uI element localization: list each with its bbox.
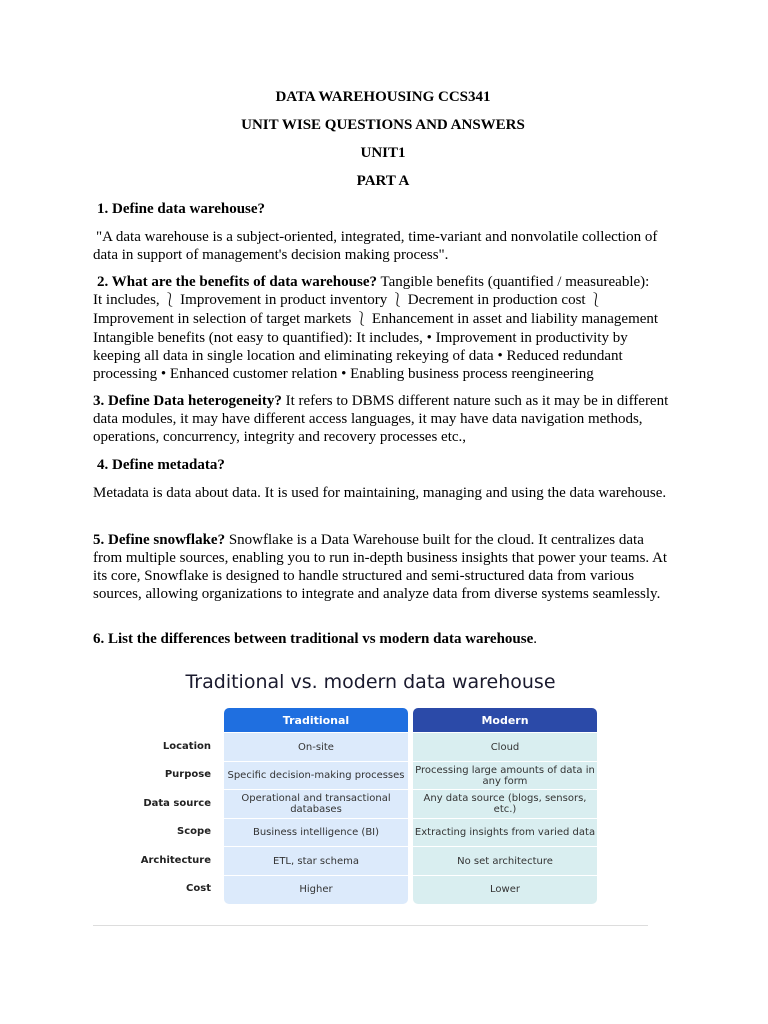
row-label: Cost [186,883,211,894]
bullet-icon: • [341,366,347,382]
traditional-cell: Operational and transactional databases [224,789,408,818]
modern-column-header: Modern [413,708,597,732]
modern-cell: No set architecture [413,846,597,875]
traditional-cell: Higher [224,875,408,904]
q5-block [93,531,673,603]
q2-line3b: Enhancement in asset and liability management [368,311,659,327]
modern-cell: Lower [413,875,597,904]
q2-line2c: Decrement in production cost [403,292,590,308]
q5-question: 5. Define snowflake? [93,532,226,548]
modern-cell: Cloud [413,732,597,761]
q4-question: 4. Define metadata? [97,457,225,473]
q2-line4b: Improvement in productivity by [431,330,628,346]
row-label: Purpose [164,769,211,780]
q2-line1: Tangible benefits (quantified / measureable): [377,274,650,290]
q3-block [93,392,673,446]
q1-question: 1. Define data warehouse? [97,201,266,217]
q2-line6a: processing [93,366,161,382]
traditional-cell: On-site [224,732,408,761]
unit-heading: UNIT1 [360,145,406,161]
part-heading: PART A [356,173,410,189]
q3-answer: It refers to DBMS different nature such as it may be in different data modules, it may have different access languages, it may have data navigation methods, operations, concurrency, integrity and recovery processes etc., [93,393,669,445]
modern-cell: Extracting insights from varied data [413,818,597,847]
traditional-cell: ETL, star schema [224,846,408,875]
comparison-figure [93,655,648,923]
q4-answer: Metadata is data about data. It is used for maintaining, managing and using the data warehouse. [93,485,667,501]
q2-line5b: Reduced redundant [502,348,623,364]
bracket-icon: ⎱ [589,293,603,308]
q1-answer: "A data warehouse is a subject-oriented, integrated, time-variant and nonvolatile collection of data in support of management's decision making process". [93,229,658,263]
q2-block [93,273,673,383]
row-label: Scope [177,826,211,837]
traditional-cell: Specific decision-making processes [224,761,408,790]
bullet-icon: • [497,348,503,364]
q6-question: 6. List the differences between traditional vs modern data warehouse [93,631,534,647]
traditional-column-header: Traditional [224,708,408,732]
modern-cell: Any data source (blogs, sensors, etc.) [413,789,597,818]
bracket-icon: ⎱ [163,293,177,308]
q3-question: 3. Define Data heterogeneity? [93,393,282,409]
bracket-icon: ⎱ [355,312,369,327]
traditional-cell: Business intelligence (BI) [224,818,408,847]
row-label: Data source [143,797,211,809]
q2-question: 2. What are the benefits of data warehouse? [97,274,377,290]
q2-line6c: Enabling business process reengineering [346,366,594,382]
q2-line4a: Intangible benefits (not easy to quantified): It includes, [93,330,427,346]
bullet-icon: • [160,366,167,382]
figure-title: Traditional vs. modern data warehouse [185,671,556,693]
doc-title: DATA WAREHOUSING CCS341 [275,89,491,105]
row-label: Location [162,740,211,752]
bracket-icon: ⎱ [390,293,404,308]
q6-period: . [533,631,537,647]
bullet-icon: • [426,330,432,346]
doc-subtitle: UNIT WISE QUESTIONS AND ANSWERS [241,117,525,133]
q2-line5a: keeping all data in single location and eliminating rekeying of data [93,348,498,364]
q2-line2b: Improvement in product inventory [176,292,391,308]
q2-line6b: Enhanced customer relation [166,366,342,382]
modern-cell: Processing large amounts of data in any form [413,761,597,790]
q6-block [93,630,673,648]
divider-line [93,925,648,926]
q2-line3a: Improvement in selection of target markets [93,311,356,327]
row-label: Architecture [140,854,211,866]
q5-answer: Snowflake is a Data Warehouse built for the cloud. It centralizes data from multiple sources, enabling you to run in-depth business insights that power your teams. At its core, Snowflake is designed to handle structured and semi-structured data from various sources, allowing organizations to integrate and analyze data from diverse systems seamlessly. [93,532,668,602]
q2-line2a: It includes, [93,292,164,308]
